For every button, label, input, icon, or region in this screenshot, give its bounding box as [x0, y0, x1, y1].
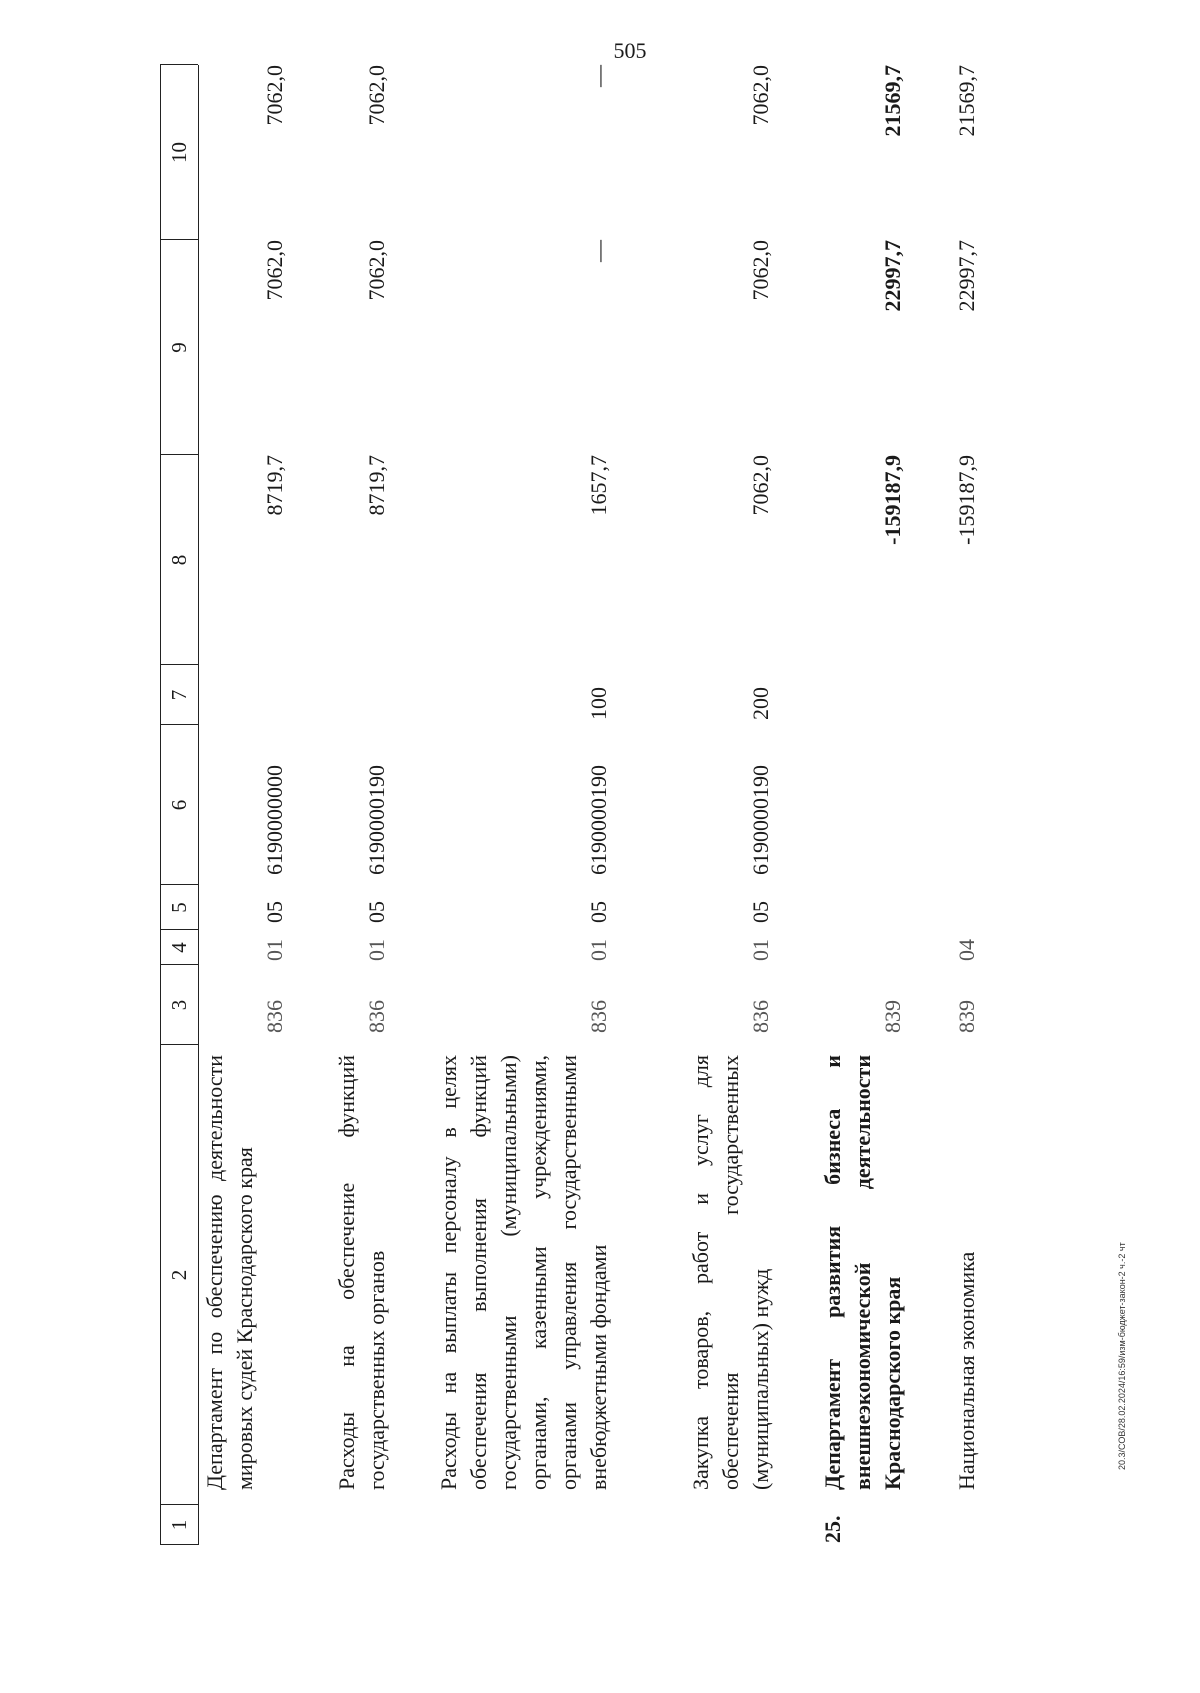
row-description: Закупка товаров, работ и услуг для обеспечения государственных (муниципальных) нужд	[688, 1055, 773, 1490]
header-col-5: 5	[167, 902, 191, 913]
row-code-section: 01	[262, 939, 287, 961]
row-code-subsection: 05	[586, 901, 611, 923]
row-code-target: 6190000190	[364, 765, 389, 875]
row-code-target: 6190000190	[748, 765, 773, 875]
row-value-2024: 1657,7	[586, 455, 611, 516]
row-value-2024: 8719,7	[262, 455, 287, 516]
row-code-ministry: 839	[880, 1000, 905, 1033]
row-code-ministry: 836	[262, 1000, 287, 1033]
row-code-section: 04	[954, 939, 979, 961]
row-value-2025: 22997,7	[954, 240, 979, 312]
row-description: Департамент развития бизнеса и внешнеэкономической деятельности Краснодарского края	[820, 1055, 905, 1490]
header-bottom-border	[198, 65, 199, 1545]
row-code-expense-type: 200	[748, 687, 773, 720]
header-col-3: 3	[167, 999, 191, 1011]
row-value-2024: 7062,0	[748, 455, 773, 516]
row-value-2026: —	[586, 65, 611, 87]
row-value-2026: 21569,7	[954, 65, 979, 137]
row-value-2025: 22997,7	[880, 240, 905, 312]
header-col-9: 9	[167, 342, 191, 353]
row-value-2025: —	[586, 240, 611, 262]
row-code-ministry: 836	[364, 1000, 389, 1033]
header-col-7: 7	[167, 689, 191, 701]
row-description: Расходы на обеспечение функций государственных органов	[334, 1055, 389, 1490]
row-code-ministry: 836	[748, 1000, 773, 1033]
row-description: Национальная экономика	[954, 1251, 979, 1490]
row-code-expense-type: 100	[586, 687, 611, 720]
row-value-2025: 7062,0	[748, 240, 773, 301]
row-code-section: 01	[586, 939, 611, 961]
row-value-2025: 7062,0	[364, 240, 389, 301]
row-code-ministry: 836	[586, 1000, 611, 1033]
row-code-target: 6190000190	[586, 765, 611, 875]
row-code-subsection: 05	[262, 901, 287, 923]
row-code-subsection: 05	[364, 901, 389, 923]
row-value-2026: 21569,7	[880, 65, 905, 137]
header-col-6: 6	[167, 799, 191, 811]
row-code-subsection: 05	[748, 901, 773, 923]
header-top-border	[160, 65, 161, 1545]
header-col-2: 2	[167, 1269, 191, 1281]
row-value-2026: 7062,0	[262, 65, 287, 126]
document-footer: 20.3/СОВ/28.02.2024/16:59/изм-бюджет-закон-2 ч.-2 чт	[1117, 1242, 1127, 1470]
header-col-4: 4	[167, 942, 191, 953]
row-value-2025: 7062,0	[262, 240, 287, 301]
row-code-section: 01	[364, 939, 389, 961]
row-code-target: 6190000000	[262, 765, 287, 875]
row-description: Департамент по обеспечению деятельности мировых судей Краснодарского края	[202, 1055, 257, 1490]
row-value-2026: 7062,0	[748, 65, 773, 126]
row-code-section: 01	[748, 939, 773, 961]
header-col-1: 1	[167, 1519, 191, 1531]
row-value-2024: -159187,9	[954, 455, 979, 545]
budget-table	[160, 45, 1060, 1545]
header-col-10: 10	[167, 142, 191, 163]
page-number: 505	[613, 38, 647, 63]
row-value-2024: -159187,9	[880, 455, 905, 545]
row-code-ministry: 839	[954, 1000, 979, 1033]
row-value-2024: 8719,7	[364, 455, 389, 516]
header-col-8: 8	[167, 554, 191, 566]
row-number: 25.	[820, 1515, 845, 1543]
row-value-2026: 7062,0	[364, 65, 389, 126]
row-description: Расходы на выплаты персоналу в целях обеспечения выполнения функций государственными (муниципальными) органами, казенными учреждениями, органами управления государственными внебюджетными фондами	[436, 1055, 611, 1490]
